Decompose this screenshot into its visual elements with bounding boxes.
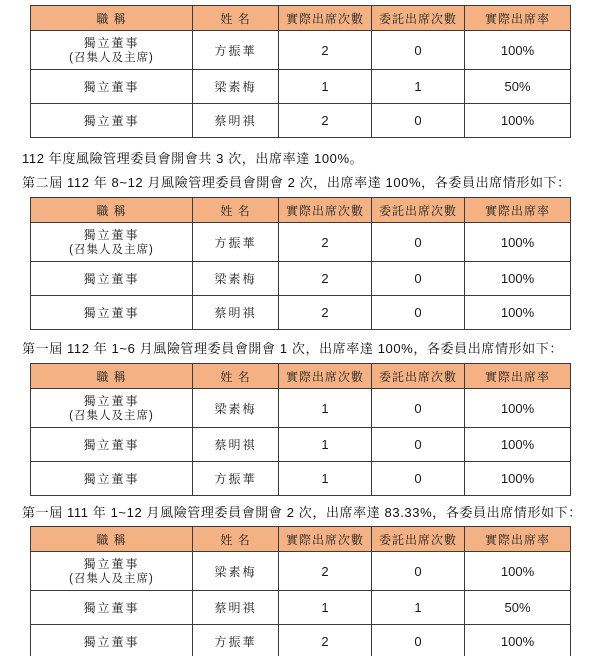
paragraph-first-term-112: 第一屆 112 年 1~6 月風險管理委員會開會 1 次，出席率達 100%，各委員出席情形如下：	[22, 341, 563, 356]
header-cell-rate: 實際出席率	[465, 364, 571, 389]
header-cell-proxy-count: 委託出席次數	[372, 364, 465, 389]
cell-name: 蔡明祺	[193, 591, 279, 625]
attendance-table-112-annual	[30, 5, 571, 138]
cell-actual-count: 2	[279, 104, 372, 138]
header-cell-name: 姓 名	[193, 198, 279, 223]
cell-rate: 100%	[465, 104, 571, 138]
cell-title: 獨立董事	[31, 104, 193, 138]
cell-rate: 100%	[465, 428, 571, 462]
cell-rate: 100%	[465, 262, 571, 296]
cell-actual-count: 2	[279, 31, 372, 70]
title-text: 獨立董事	[83, 393, 140, 408]
cell-rate: 100%	[465, 296, 571, 330]
title-subtext: (召集人及主席)	[69, 572, 154, 585]
cell-title: 獨立董事	[31, 591, 193, 625]
header-cell-rate: 實際出席率	[465, 6, 571, 31]
cell-proxy-count: 0	[372, 389, 465, 428]
header-cell-proxy-count: 委託出席次數	[372, 6, 465, 31]
title-text: 獨立董事	[83, 35, 140, 50]
cell-proxy-count: 0	[372, 428, 465, 462]
table-header-row	[31, 6, 571, 31]
cell-name: 方振華	[193, 223, 279, 262]
cell-title: 獨立董事	[31, 428, 193, 462]
table-row	[31, 296, 571, 330]
cell-proxy-count: 0	[372, 223, 465, 262]
cell-rate: 100%	[465, 389, 571, 428]
cell-title: 獨立董事	[31, 70, 193, 104]
header-cell-proxy-count: 委託出席次數	[372, 527, 465, 552]
cell-proxy-count: 0	[372, 552, 465, 591]
paragraph-second-term-112: 第二屆 112 年 8~12 月風險管理委員會開會 2 次，出席率達 100%，各委員出席情形如下：	[22, 175, 571, 190]
cell-name: 梁素梅	[193, 70, 279, 104]
cell-proxy-count: 0	[372, 104, 465, 138]
header-cell-name: 姓 名	[193, 364, 279, 389]
paragraph-first-term-111: 第一屆 111 年 1~12 月風險管理委員會開會 2 次，出席率達 83.33%，各委員出席情形如下：	[22, 505, 582, 520]
header-cell-rate: 實際出席率	[465, 527, 571, 552]
cell-name: 蔡明祺	[193, 296, 279, 330]
cell-actual-count: 2	[279, 223, 372, 262]
table-header-row	[31, 527, 571, 552]
cell-title: 獨立董事	[31, 625, 193, 656]
cell-actual-count: 1	[279, 70, 372, 104]
cell-proxy-count: 1	[372, 591, 465, 625]
cell-title	[31, 389, 193, 428]
cell-actual-count: 1	[279, 462, 372, 496]
attendance-table-first-term-112	[30, 363, 571, 496]
cell-name: 蔡明祺	[193, 104, 279, 138]
cell-name: 方振華	[193, 31, 279, 70]
cell-rate: 100%	[465, 625, 571, 656]
header-cell-title: 職 稱	[31, 6, 193, 31]
table-row	[31, 625, 571, 656]
table-row	[31, 223, 571, 262]
cell-actual-count: 1	[279, 591, 372, 625]
header-cell-actual-count: 實際出席次數	[279, 198, 372, 223]
table-row	[31, 591, 571, 625]
attendance-table-first-term-111	[30, 526, 571, 656]
cell-proxy-count: 0	[372, 625, 465, 656]
cell-name: 梁素梅	[193, 552, 279, 591]
cell-proxy-count: 0	[372, 262, 465, 296]
header-cell-title: 職 稱	[31, 527, 193, 552]
header-cell-actual-count: 實際出席次數	[279, 364, 372, 389]
cell-name: 蔡明祺	[193, 428, 279, 462]
title-text: 獨立董事	[83, 227, 140, 242]
header-cell-actual-count: 實際出席次數	[279, 527, 372, 552]
table-row	[31, 262, 571, 296]
title-text: 獨立董事	[83, 556, 140, 571]
cell-actual-count: 2	[279, 296, 372, 330]
attendance-table-second-term-112	[30, 197, 571, 330]
header-cell-title: 職 稱	[31, 198, 193, 223]
title-subtext: (召集人及主席)	[69, 243, 154, 256]
cell-actual-count: 1	[279, 428, 372, 462]
paragraph-112-annual-summary: 112 年度風險管理委員會開會共 3 次，出席率達 100%。	[22, 151, 364, 166]
table-row	[31, 462, 571, 496]
cell-title	[31, 31, 193, 70]
table-row	[31, 70, 571, 104]
cell-rate: 50%	[465, 70, 571, 104]
cell-proxy-count: 0	[372, 296, 465, 330]
table-header-row	[31, 364, 571, 389]
cell-name: 方振華	[193, 625, 279, 656]
table-row	[31, 104, 571, 138]
title-subtext: (召集人及主席)	[69, 409, 154, 422]
table-row	[31, 552, 571, 591]
cell-actual-count: 2	[279, 552, 372, 591]
header-cell-proxy-count: 委託出席次數	[372, 198, 465, 223]
cell-rate: 100%	[465, 552, 571, 591]
table-row	[31, 31, 571, 70]
cell-name: 梁素梅	[193, 262, 279, 296]
header-cell-title: 職 稱	[31, 364, 193, 389]
header-cell-actual-count: 實際出席次數	[279, 6, 372, 31]
header-cell-name: 姓 名	[193, 6, 279, 31]
cell-title: 獨立董事	[31, 462, 193, 496]
table-row	[31, 428, 571, 462]
cell-rate: 50%	[465, 591, 571, 625]
cell-title: 獨立董事	[31, 296, 193, 330]
cell-proxy-count: 0	[372, 31, 465, 70]
cell-title	[31, 552, 193, 591]
cell-actual-count: 2	[279, 262, 372, 296]
cell-rate: 100%	[465, 462, 571, 496]
header-cell-rate: 實際出席率	[465, 198, 571, 223]
cell-actual-count: 1	[279, 389, 372, 428]
cell-proxy-count: 1	[372, 70, 465, 104]
cell-name: 梁素梅	[193, 389, 279, 428]
cell-title: 獨立董事	[31, 262, 193, 296]
table-header-row	[31, 198, 571, 223]
cell-actual-count: 2	[279, 625, 372, 656]
cell-rate: 100%	[465, 223, 571, 262]
cell-rate: 100%	[465, 31, 571, 70]
cell-name: 方振華	[193, 462, 279, 496]
title-subtext: (召集人及主席)	[69, 51, 154, 64]
cell-proxy-count: 0	[372, 462, 465, 496]
cell-title	[31, 223, 193, 262]
table-row	[31, 389, 571, 428]
header-cell-name: 姓 名	[193, 527, 279, 552]
